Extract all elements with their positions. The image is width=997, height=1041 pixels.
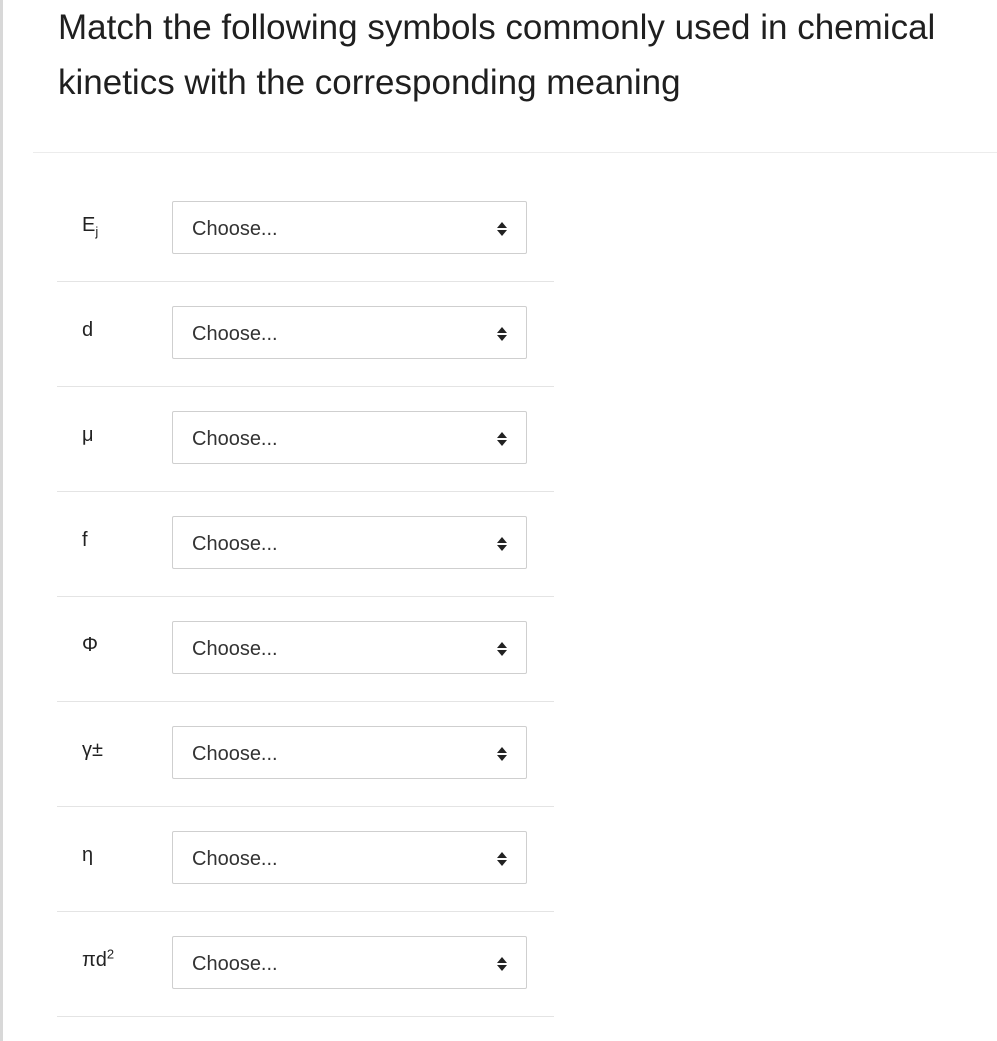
answer-select[interactable]	[172, 726, 527, 779]
left-border	[0, 0, 3, 1041]
symbol-label: Φ	[82, 634, 98, 656]
up-down-arrows-icon	[496, 534, 508, 554]
up-down-arrows-icon	[496, 429, 508, 449]
symbol-label: γ±	[82, 739, 103, 761]
up-down-arrows-icon	[496, 744, 508, 764]
up-down-arrows-icon	[496, 639, 508, 659]
up-down-arrows-icon	[496, 954, 508, 974]
answer-select[interactable]	[172, 306, 527, 359]
match-row	[57, 387, 554, 492]
answer-select[interactable]	[172, 201, 527, 254]
symbol-label: $\pi d^2$	[82, 946, 115, 971]
select-value: Choose...	[192, 638, 278, 660]
symbol-label: $E_j$	[82, 214, 99, 239]
answer-select[interactable]	[172, 831, 527, 884]
answer-select[interactable]	[172, 411, 527, 464]
select-value: Choose...	[192, 428, 278, 450]
symbol-label: d	[82, 319, 94, 341]
answer-select[interactable]	[172, 621, 527, 674]
up-down-arrows-icon	[496, 849, 508, 869]
select-value: Choose...	[192, 533, 278, 555]
select-value: Choose...	[192, 323, 278, 345]
symbol-label: f	[82, 529, 88, 551]
up-down-arrows-icon	[496, 324, 508, 344]
up-down-arrows-icon	[496, 219, 508, 239]
match-row	[57, 807, 554, 912]
select-value: Choose...	[192, 743, 278, 765]
symbol-label: η	[82, 844, 94, 866]
divider	[33, 152, 997, 153]
question-text: Match the following symbols commonly used in chemical kinetics with the corresponding meaning	[58, 8, 936, 102]
select-value: Choose...	[192, 848, 278, 870]
select-value: Choose...	[192, 218, 278, 240]
match-list	[57, 177, 554, 1017]
match-row	[57, 702, 554, 807]
match-row	[57, 492, 554, 597]
match-row	[57, 282, 554, 387]
answer-select[interactable]	[172, 936, 527, 989]
answer-select[interactable]	[172, 516, 527, 569]
match-row	[57, 912, 554, 1017]
match-row	[57, 597, 554, 702]
symbol-label: μ	[82, 424, 94, 446]
match-row	[57, 177, 554, 282]
select-value: Choose...	[192, 953, 278, 975]
